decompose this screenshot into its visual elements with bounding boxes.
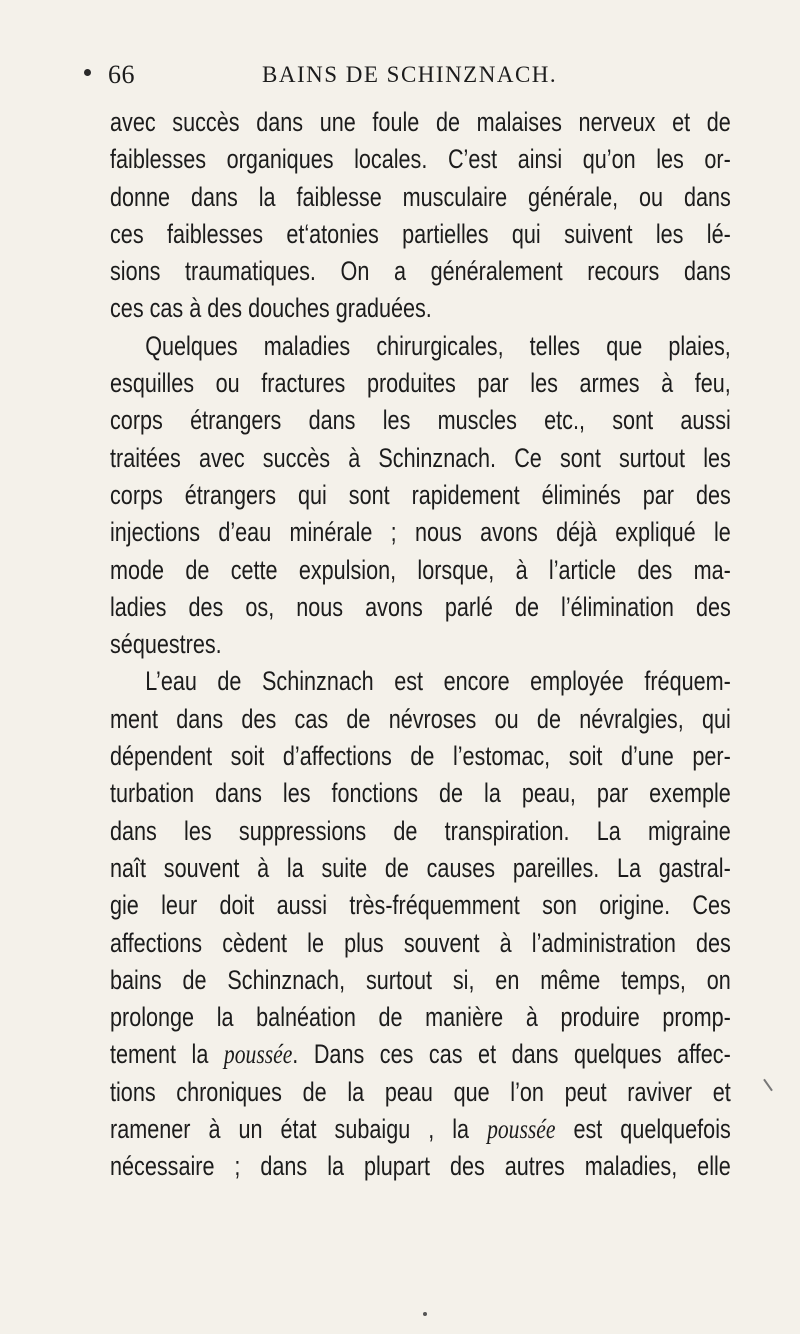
text-line: avec succès dans une foule de malaises nerveux et de [110, 107, 731, 137]
text-line: corps étrangers dans les muscles etc., sont aussi [110, 405, 731, 436]
text-line: nécessaire ; dans la plupart des autres maladies, elle [110, 1151, 731, 1182]
italic-term: poussée [223, 1039, 293, 1070]
text-line: sions traumatiques. On a généralement recours dans [110, 256, 731, 287]
bullet-mark [84, 69, 91, 76]
text-line: tions chroniques de la peau que l’on peut raviver et [110, 1076, 731, 1107]
text-line: esquilles ou fractures produites par les armes à feu, [110, 368, 731, 399]
ink-speck [423, 1312, 427, 1316]
text-line: mode de cette expulsion, lorsque, à l’article des ma- [110, 554, 731, 585]
text-line: dépendent soit d’affections de l’estomac, soit d’une per- [110, 741, 731, 772]
text-line: ces faiblesses et‘atonies partielles qui suivent les lé- [110, 218, 731, 249]
italic-term: poussée [487, 1114, 556, 1145]
text-line: traitées avec succès à Schinznach. Ce sont surtout les [110, 442, 731, 473]
text-line: gie leur doit aussi très-fréquemment son origine. Ces [110, 890, 731, 921]
text-line: séquestres. [110, 629, 222, 660]
text-line: Quelques maladies chirurgicales, telles que plaies, [145, 330, 731, 361]
page-number: 66 [108, 60, 135, 89]
text-line: turbation dans les fonctions de la peau, par exemple [110, 778, 731, 809]
text-segment: tement la [110, 1039, 224, 1070]
text-segment: ramener à un état subaigu , la [110, 1114, 488, 1145]
text-line: affections cèdent le plus souvent à l’administration des [110, 927, 731, 958]
text-segment: . Dans ces cas et dans quelques affec- [292, 1039, 731, 1070]
text-line: injections d’eau minérale ; nous avons déjà expliqué le [110, 517, 731, 548]
text-line: dans les suppressions de transpiration. La migraine [110, 815, 731, 846]
text-line: faiblesses organiques locales. C’est ainsi qu’on les or- [110, 144, 731, 175]
page-header [84, 60, 734, 100]
text-segment: est quelquefois [555, 1114, 731, 1145]
text-line: ces cas à des douches graduées. [110, 293, 432, 324]
text-line: ment dans des cas de névroses ou de névralgies, qui [110, 703, 731, 734]
text-line: corps étrangers qui sont rapidement éliminés par des [110, 479, 731, 510]
running-title: BAINS DE SCHINZNACH. [262, 62, 558, 87]
text-line: L’eau de Schinznach est encore employée fréquem- [145, 666, 731, 697]
text-line: ladies des os, nous avons parlé de l’élimination des [110, 591, 731, 622]
text-line: bains de Schinznach, surtout si, en même temps, on [110, 964, 731, 995]
text-line: prolonge la balnéation de manière à produire promp- [110, 1002, 731, 1033]
text-line [110, 1111, 731, 1148]
ink-speck [763, 1079, 773, 1092]
text-line: donne dans la faiblesse musculaire générale, ou dans [110, 181, 731, 212]
text-line [110, 1036, 731, 1073]
text-line: naît souvent à la suite de causes pareilles. La gastral- [110, 852, 731, 883]
body-text [110, 104, 731, 1186]
